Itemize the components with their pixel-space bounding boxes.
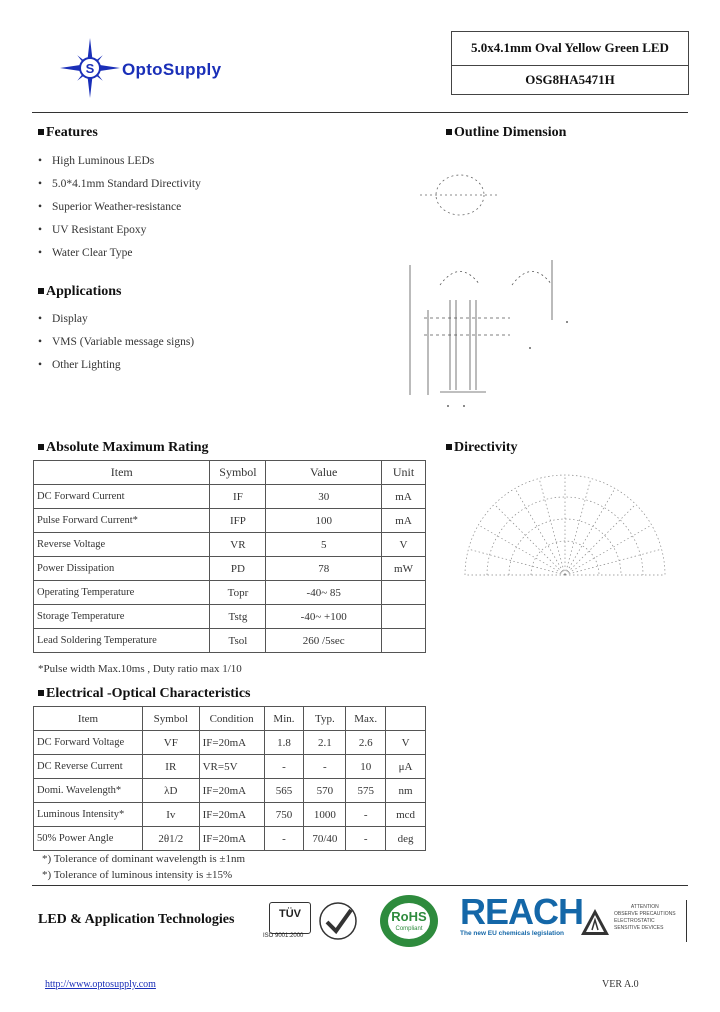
eo-heading: Electrical -Optical Characteristics: [38, 686, 250, 702]
col-header: Max.: [346, 707, 386, 731]
table-cell: mA: [382, 509, 426, 533]
abs-max-table: [33, 460, 426, 653]
polar-spoke: [494, 504, 565, 575]
col-header: Item: [34, 461, 210, 485]
list-item: • Display: [38, 313, 88, 325]
table-cell: Luminous Intensity*: [34, 803, 143, 827]
table-cell: IFP: [210, 509, 266, 533]
features-heading: Features: [38, 125, 98, 141]
part-number: OSG8HA5471H: [525, 72, 615, 87]
reach-sub: The new EU chemicals legislation: [460, 930, 565, 937]
table-cell: mcd: [386, 803, 426, 827]
table-cell: 10: [346, 755, 386, 779]
table-row: [34, 533, 426, 557]
website-link[interactable]: http://www.optosupply.com: [45, 979, 156, 990]
table-cell: 30: [266, 485, 382, 509]
directivity-heading: Directivity: [446, 440, 518, 456]
table-row: [34, 755, 426, 779]
table-cell: Domi. Wavelength*: [34, 779, 143, 803]
table-row: [34, 779, 426, 803]
polar-spoke: [478, 525, 565, 575]
svg-text:S: S: [85, 61, 95, 76]
table-cell: 1.8: [264, 731, 304, 755]
table-cell: 565: [264, 779, 304, 803]
table-header-row: [34, 461, 426, 485]
table-cell: V: [386, 731, 426, 755]
table-cell: IF: [210, 485, 266, 509]
table-row: [34, 485, 426, 509]
footer-divider: [32, 885, 688, 886]
directivity-chart: [455, 470, 675, 580]
col-header: Condition: [199, 707, 264, 731]
table-row: [34, 827, 426, 851]
table-cell: VR: [210, 533, 266, 557]
rohs-badge: [378, 894, 440, 948]
table-row: [34, 605, 426, 629]
table-cell: 750: [264, 803, 304, 827]
table-cell: Tstg: [210, 605, 266, 629]
reach-text: REACH: [460, 891, 584, 932]
table-cell: 2.6: [346, 731, 386, 755]
table-row: [34, 581, 426, 605]
table-cell: 570: [304, 779, 346, 803]
table-cell: IF=20mA: [199, 827, 264, 851]
col-header: Typ.: [304, 707, 346, 731]
col-header: Value: [266, 461, 382, 485]
polar-spoke: [468, 549, 565, 575]
esd-warning-icon: [580, 908, 610, 936]
table-cell: Power Dissipation: [34, 557, 210, 581]
features-list: [38, 150, 201, 265]
polar-spoke: [539, 478, 565, 575]
table-cell: DC Forward Voltage: [34, 731, 143, 755]
polar-spoke: [565, 549, 662, 575]
table-cell: -40~ 85: [266, 581, 382, 605]
table-cell: 575: [346, 779, 386, 803]
star-logo-icon: [58, 36, 122, 100]
eo-note-1: *) Tolerance of dominant wavelength is ±1nm: [42, 853, 246, 865]
table-cell: λD: [143, 779, 200, 803]
table-cell: IF=20mA: [199, 803, 264, 827]
applications-list: [38, 308, 194, 377]
table-cell: IR: [143, 755, 200, 779]
list-item: • High Luminous LEDs: [38, 155, 155, 167]
polar-spoke: [565, 525, 652, 575]
applications-heading: Applications: [38, 284, 121, 300]
polar-ring: [487, 497, 643, 575]
table-cell: IF=20mA: [199, 779, 264, 803]
list-item: • Superior Weather-resistance: [38, 201, 182, 213]
company-line: LED & Application Technologies: [38, 912, 235, 927]
table-cell: μA: [386, 755, 426, 779]
iso-text: ISO 9001:2000: [263, 933, 304, 939]
col-header: [386, 707, 426, 731]
table-cell: VR=5V: [199, 755, 264, 779]
table-cell: DC Reverse Current: [34, 755, 143, 779]
abs-max-heading: Absolute Maximum Rating: [38, 440, 209, 456]
table-cell: 260 /5sec: [266, 629, 382, 653]
table-cell: 2θ1/2: [143, 827, 200, 851]
col-header: Item: [34, 707, 143, 731]
polar-spoke: [565, 504, 636, 575]
table-cell: Pulse Forward Current*: [34, 509, 210, 533]
table-row: [34, 557, 426, 581]
table-cell: Topr: [210, 581, 266, 605]
esd-badge: [578, 900, 687, 942]
reach-badge: [460, 891, 584, 946]
table-cell: Lead Soldering Temperature: [34, 629, 210, 653]
table-cell: 2.1: [304, 731, 346, 755]
rohs-text: RoHS: [391, 909, 427, 924]
list-item: • UV Resistant Epoxy: [38, 224, 147, 236]
table-cell: 100: [266, 509, 382, 533]
table-cell: [382, 629, 426, 653]
table-cell: -: [346, 827, 386, 851]
col-header: Symbol: [210, 461, 266, 485]
list-item: • Water Clear Type: [38, 247, 133, 259]
table-cell: [382, 605, 426, 629]
table-cell: Iv: [143, 803, 200, 827]
table-cell: 50% Power Angle: [34, 827, 143, 851]
col-header: Symbol: [143, 707, 200, 731]
table-cell: -: [304, 755, 346, 779]
list-item: • VMS (Variable message signs): [38, 336, 195, 348]
polar-spoke: [565, 478, 591, 575]
table-cell: -: [264, 755, 304, 779]
table-cell: -: [264, 827, 304, 851]
outline-drawing: [400, 160, 600, 420]
table-row: [34, 803, 426, 827]
table-cell: Storage Temperature: [34, 605, 210, 629]
abs-max-note: *Pulse width Max.10ms , Duty ratio max 1/10: [38, 663, 242, 675]
rohs-sub: Compliant: [395, 926, 423, 932]
table-row: [34, 509, 426, 533]
logo-text: OptoSupply: [122, 60, 222, 79]
table-cell: Reverse Voltage: [34, 533, 210, 557]
table-cell: 5: [266, 533, 382, 557]
table-cell: Tsol: [210, 629, 266, 653]
table-cell: DC Forward Current: [34, 485, 210, 509]
polar-spoke: [565, 488, 615, 575]
list-item: • 5.0*4.1mm Standard Directivity: [38, 178, 201, 190]
check-badge-icon: [315, 900, 361, 942]
table-cell: VF: [143, 731, 200, 755]
table-row: [34, 629, 426, 653]
tuv-logo: TÜV: [269, 902, 311, 934]
table-cell: PD: [210, 557, 266, 581]
logo: [58, 38, 273, 98]
table-cell: -: [346, 803, 386, 827]
esd-line: OBSERVE PRECAUTIONS: [614, 911, 676, 917]
table-header-row: [34, 707, 426, 731]
table-cell: 78: [266, 557, 382, 581]
title-box: [451, 31, 689, 95]
table-cell: mA: [382, 485, 426, 509]
table-cell: -40~ +100: [266, 605, 382, 629]
tuv-badge: [263, 900, 363, 944]
eo-table: [33, 706, 426, 851]
table-cell: nm: [386, 779, 426, 803]
header-divider: [32, 112, 688, 113]
version-label: VER A.0: [602, 979, 639, 990]
esd-line: SENSITIVE DEVICES: [614, 925, 664, 931]
table-cell: mW: [382, 557, 426, 581]
outline-heading: Outline Dimension: [446, 125, 566, 141]
table-cell: 70/40: [304, 827, 346, 851]
table-cell: V: [382, 533, 426, 557]
table-row: [34, 731, 426, 755]
list-item: • Other Lighting: [38, 359, 121, 371]
table-cell: Operating Temperature: [34, 581, 210, 605]
table-cell: IF=20mA: [199, 731, 264, 755]
esd-line: ELECTROSTATIC: [614, 918, 655, 924]
product-title: 5.0x4.1mm Oval Yellow Green LED: [471, 40, 669, 55]
eo-note-2: *) Tolerance of luminous intensity is ±15%: [42, 869, 233, 881]
table-cell: 1000: [304, 803, 346, 827]
table-cell: deg: [386, 827, 426, 851]
col-header: Min.: [264, 707, 304, 731]
table-cell: [382, 581, 426, 605]
col-header: Unit: [382, 461, 426, 485]
esd-line: ATTENTION: [630, 904, 659, 910]
